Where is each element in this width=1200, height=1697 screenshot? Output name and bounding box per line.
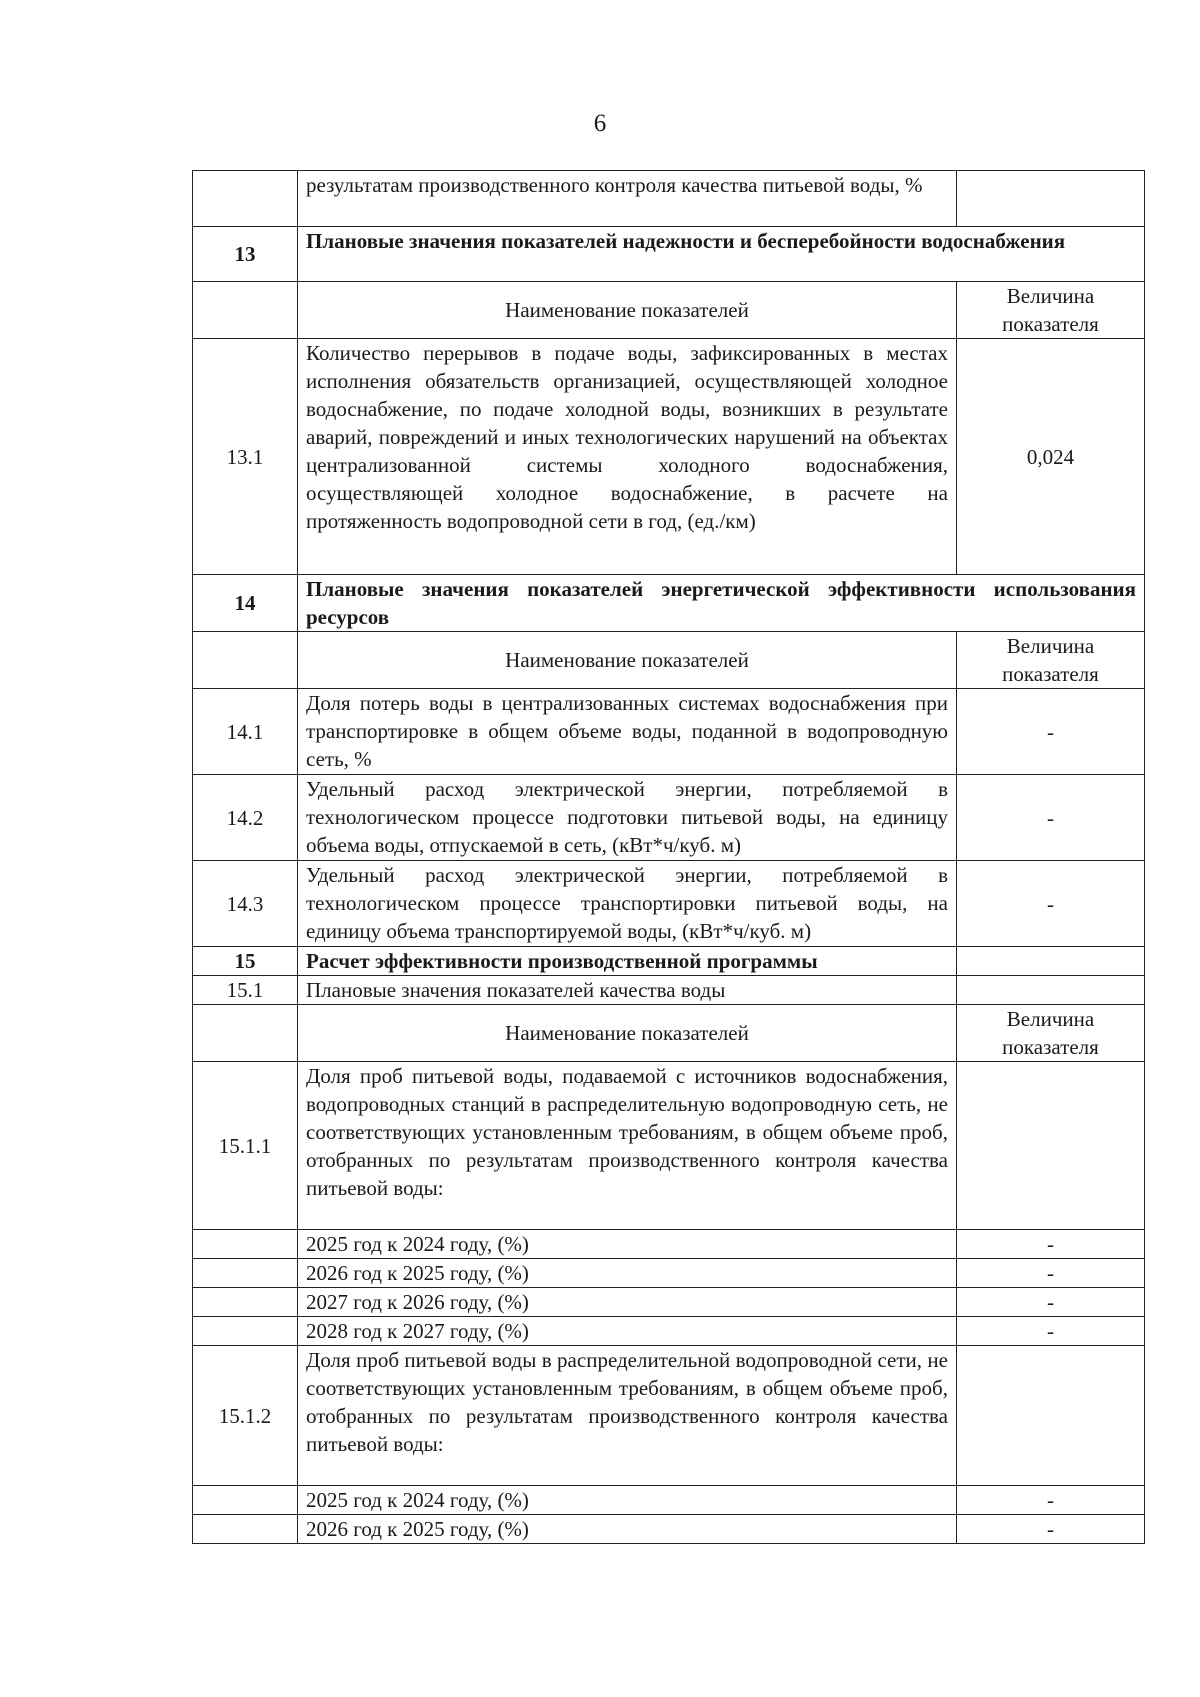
section-title: Плановые значения показателей надежности и бесперебойности водоснабжения (298, 227, 1145, 282)
section-number: 14 (193, 575, 298, 632)
row-number: 14.3 (193, 861, 298, 947)
section-title: Расчет эффективности производственной программы (298, 947, 957, 976)
indicators-table (192, 170, 1145, 1544)
year-label: 2025 год к 2024 году, (%) (298, 1486, 957, 1515)
section-row-15 (193, 947, 1145, 976)
year-row (193, 1230, 1145, 1259)
row-value: - (957, 689, 1145, 775)
subsection-row (193, 976, 1145, 1005)
section-number: 13 (193, 227, 298, 282)
row-number: 14.1 (193, 689, 298, 775)
year-row (193, 1515, 1145, 1544)
header-indicator-name: Наименование показателей (298, 632, 957, 689)
row-value: - (957, 775, 1145, 861)
subsection-title: Плановые значения показателей качества воды (298, 976, 957, 1005)
year-row (193, 1317, 1145, 1346)
row-text: Доля проб питьевой воды, подаваемой с источников водоснабжения, водопроводных станций в распределительную водопроводную сеть, не соответствующих установленным требованиям, в общем объеме проб, отобранных по результатам производственного контроля качества питьевой воды: (298, 1062, 957, 1230)
subsection-number: 15.1 (193, 976, 298, 1005)
table-header-row (193, 1005, 1145, 1062)
row-value: 0,024 (957, 339, 1145, 575)
continued-text: результатам производственного контроля качества питьевой воды, % (298, 171, 957, 227)
section-row-13 (193, 227, 1145, 282)
year-row (193, 1288, 1145, 1317)
year-label: 2027 год к 2026 году, (%) (298, 1288, 957, 1317)
year-row (193, 1259, 1145, 1288)
year-label: 2028 год к 2027 году, (%) (298, 1317, 957, 1346)
header-indicator-value: Величина показателя (957, 632, 1145, 689)
year-value: - (957, 1486, 1145, 1515)
year-value: - (957, 1288, 1145, 1317)
table-row (193, 339, 1145, 575)
year-row (193, 1486, 1145, 1515)
row-text: Количество перерывов в подаче воды, зафиксированных в местах исполнения обязательств организацией, осуществляющей холодное водоснабжение, по подаче холодной воды, возникших в результате аварий, повреждений и иных технологических нарушений на объектах централизованной системы холодного водоснабжения, осуществляющей холодное водоснабжение, в расчете на протяженность водопроводной сети в год, (ед./км) (298, 339, 957, 575)
year-label: 2026 год к 2025 году, (%) (298, 1259, 957, 1288)
section-number: 15 (193, 947, 298, 976)
header-indicator-value: Величина показателя (957, 1005, 1145, 1062)
section-title: Плановые значения показателей энергетической эффективности использования ресурсов (298, 575, 1145, 632)
row-number: 13.1 (193, 339, 298, 575)
year-value: - (957, 1515, 1145, 1544)
table-row (193, 861, 1145, 947)
table-row (193, 1346, 1145, 1486)
table-header-row (193, 632, 1145, 689)
section-row-14 (193, 575, 1145, 632)
row-number: 15.1.1 (193, 1062, 298, 1230)
table-row (193, 775, 1145, 861)
page-number: 6 (593, 110, 607, 137)
table-header-row (193, 282, 1145, 339)
header-indicator-name: Наименование показателей (298, 1005, 957, 1062)
year-value: - (957, 1259, 1145, 1288)
row-number: 15.1.2 (193, 1346, 298, 1486)
row-number: 14.2 (193, 775, 298, 861)
row-text: Доля потерь воды в централизованных системах водоснабжения при транспортировке в общем объеме воды, поданной в водопроводную сеть, % (298, 689, 957, 775)
year-value: - (957, 1317, 1145, 1346)
row-text: Удельный расход электрической энергии, потребляемой в технологическом процессе транспортировки питьевой воды, на единицу объема транспортируемой воды, (кВт*ч/куб. м) (298, 861, 957, 947)
row-text: Доля проб питьевой воды в распределительной водопроводной сети, не соответствующих установленным требованиям, в общем объеме проб, отобранных по результатам производственного контроля качества питьевой воды: (298, 1346, 957, 1486)
row-text: Удельный расход электрической энергии, потребляемой в технологическом процессе подготовки питьевой воды, на единицу объема воды, отпускаемой в сеть, (кВт*ч/куб. м) (298, 775, 957, 861)
year-label: 2025 год к 2024 году, (%) (298, 1230, 957, 1259)
year-label: 2026 год к 2025 году, (%) (298, 1515, 957, 1544)
table-row (193, 1062, 1145, 1230)
header-indicator-value: Величина показателя (957, 282, 1145, 339)
year-value: - (957, 1230, 1145, 1259)
table-row (193, 689, 1145, 775)
row-value: - (957, 861, 1145, 947)
header-indicator-name: Наименование показателей (298, 282, 957, 339)
table-row (193, 171, 1145, 227)
